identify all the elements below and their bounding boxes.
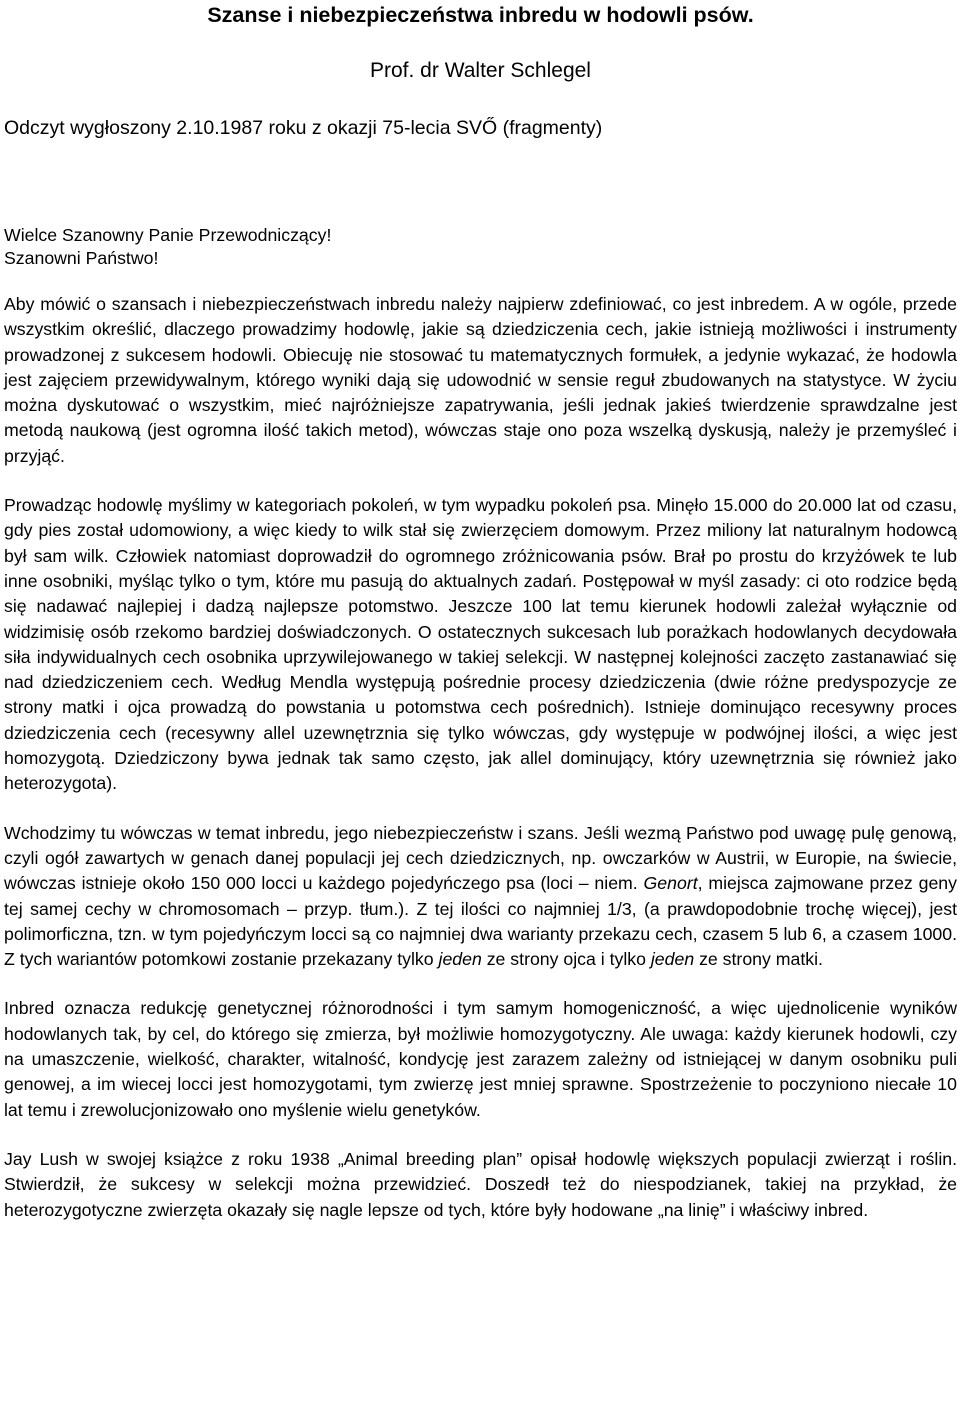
greeting-audience: Szanowni Państwo!	[4, 248, 159, 268]
paragraph-3-part-c: ze strony ojca i tylko	[481, 949, 651, 970]
emphasis-jeden-1: jeden	[438, 949, 482, 970]
paragraph-1: Aby mówić o szansach i niebezpieczeństwach inbredu należy najpierw zdefiniować, co jest inbredem. A w ogóle, przede wszystkim określić, dlaczego prowadzimy hodowlę, jakie są dziedziczenia cech, jakie istnieją możliwości i instrumenty prowadzonej z sukcesem hodowli. Obiecuję nie stosować tu matematycznych formułek, a jedynie wykazać, że hodowla jest zajęciem przewidywalnym, którego wyniki dają się udowodnić w sensie reguł zbudowanych na statystyce. W życiu można dyskutować o wszystkim, mieć najróżniejsze zapatrywania, jeśli jednak jakieś twierdzenie sprawdzalne jest metodą naukową (jest ogromna ilość takich metod), wówczas staje ono poza wszelką dyskusją, należy je przemyśleć i przyjąć.	[4, 294, 957, 466]
paragraph-3-part-a: Wchodzimy tu wówczas w temat inbredu, jego niebezpieczeństw i szans. Jeśli wezmą Państwo pod uwagę pulę genową, czyli ogół zawartych w genach danej populacji jej cech dziedzicznych, np. owczarków w Austrii, w Europie, na świecie, wówczas istnieje około 150 000 locci u każdego pojedyńczego psa (loci – niem.	[4, 822, 957, 894]
paragraph-3-part-b: , miejsca zajmowane przez geny tej samej cechy w chromosomach – przyp. tłum.). Z tej ilości co najmniej 1/3, (a prawdopodobnie trochę więcej), jest polimorficzna, tzn. w tym pojedyńczym locci są co najmniej dwa warianty przekazu cech, czasem 5 lub 6, a czasem 1000. Z tych wariantów potomkowi zostanie przekazany tylko	[4, 873, 957, 970]
author-line: Prof. dr Walter Schlegel	[370, 59, 591, 82]
lecture-info: Odczyt wygłoszony 2.10.1987 roku z okazji 75-lecia SVŐ (fragmenty)	[4, 117, 603, 139]
greeting-chairman: Wielce Szanowny Panie Przewodniczący!	[4, 225, 332, 245]
emphasis-jeden-2: jeden	[650, 949, 695, 970]
paragraph-4: Inbred oznacza redukcję genetycznej różnorodności i tym samym homogeniczność, a więc ujednolicenie wyników hodowlanych tak, by cel, do którego się zmierza, był możliwie homozygotyczny. Ale uwaga: każdy kierunek hodowli, czy na umaszczenie, wielkość, charakter, witalność, kondycję jest zarazem zależny od istniejącej w danym osobniku puli genowej, a im wiecej locci jest homozygotami, tym zwierzę jest mniej sprawne. Spostrzeżenie to poczyniono niecałe 10 lat temu i zrewolucjonizowało ono myślenie wielu genetyków.	[4, 998, 957, 1120]
document-body	[4, 292, 957, 1223]
paragraph-3-part-d: ze strony matki.	[694, 949, 823, 970]
paragraph-2: Prowadząc hodowlę myślimy w kategoriach pokoleń, w tym wypadku pokoleń psa. Minęło 15.000 do 20.000 lat od czasu, gdy pies został udomowiony, a więc kiedy to wilk stał się zwierzęciem domowym. Przez miliony lat naturalnym hodowcą był sam wilk. Człowiek natomiast doprowadził do ogromnego zróżnicowania psów. Brał po prostu do krzyżówek te lub inne osobniki, myśląc tylko o tym, które mu pasują do aktualnych zadań. Postępował w myśl zasady: ci oto rodzice będą się nadawać najlepiej i dadzą najlepsze potomstwo. Jeszcze 100 lat temu kierunek hodowli zależał wyłącznie od widzimisię osób rzekomo bardziej doświadczonych. O ostatecznych sukcesach lub porażkach hodowlanych decydowała siła indywidualnych cech osobnika uprzywilejowanego w takiej selekcji. W następnej kolejności zaczęto zastanawiać się nad dziedziczeniem cech. Według Mendla występują pośrednie procesy dziedziczenia (dwie różne predyspozycje ze strony matki i ojca prowadzą do powstania u potomstwa cech pośrednich). Istnieje dominująco recesywny proces dziedziczenia cech (recesywny allel uzewnętrznia się tylko wówczas, gdy występuje w podwójnej ilości, a więc jest homozygotą. Dziedziczony bywa jednak tak samo często, jak allel dominujący, który uzewnętrznia się również jako heterozygota).	[4, 495, 957, 794]
genort-term: Genort	[643, 873, 698, 894]
paragraph-3	[4, 821, 957, 973]
document-title: Szanse i niebezpieczeństwa inbredu w hodowli psów.	[207, 3, 754, 27]
paragraph-5: Jay Lush w swojej książce z roku 1938 „Animal breeding plan” opisał hodowlę większych populacji zwierząt i roślin. Stwierdził, że sukcesy w selekcji można przewidzieć. Doszedł też do niespodzianek, takiej na przykład, że heterozygotyczne zwierzęta okazały się nagle lepsze od tych, które były hodowane „na linię” i właściwy inbred.	[4, 1148, 957, 1220]
